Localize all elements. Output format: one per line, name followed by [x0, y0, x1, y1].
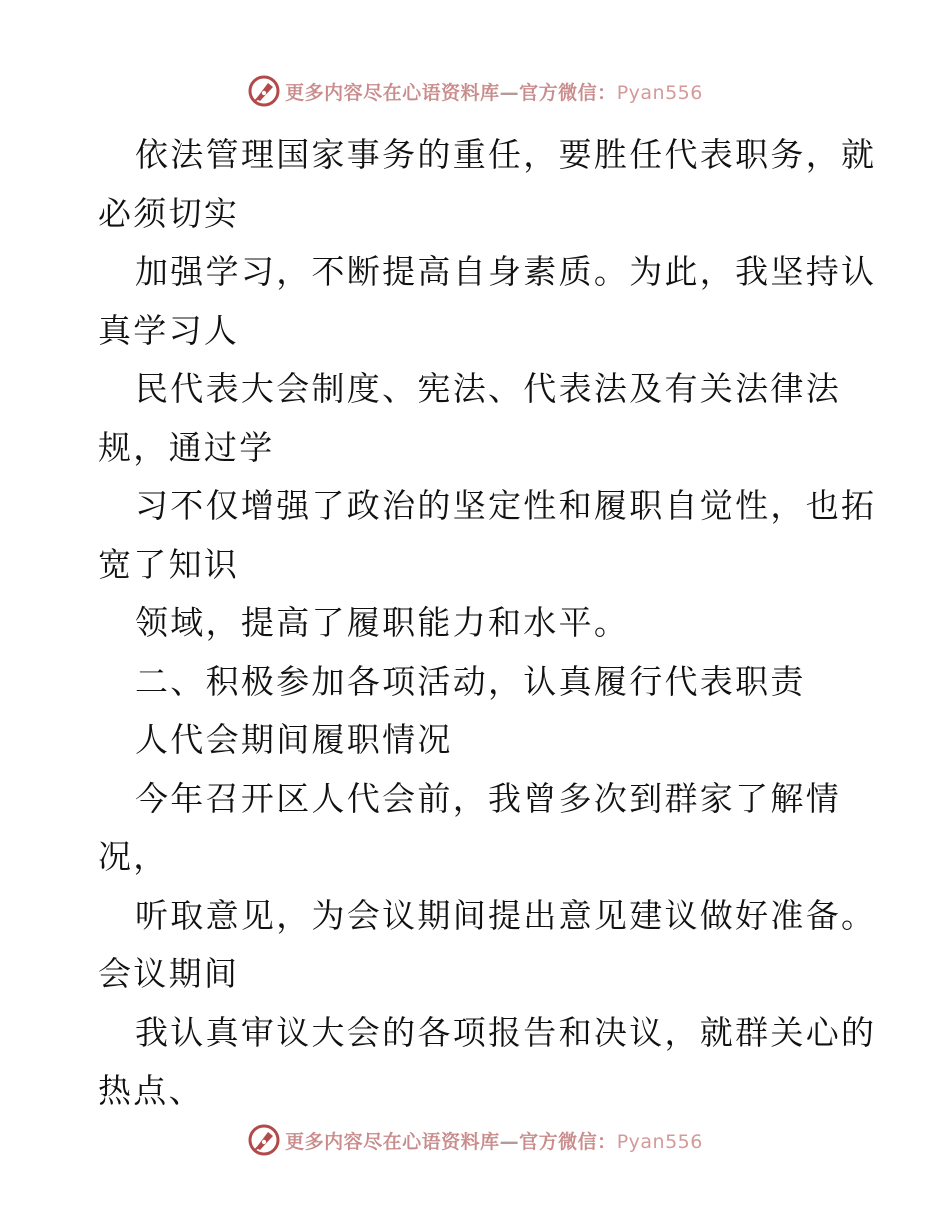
text-line: 二、积极参加各项活动，认真履行代表职责 [135, 661, 806, 701]
banner-handle: Pyan556 [616, 1130, 703, 1153]
banner-separator: — [499, 81, 520, 104]
text-line: 宽了知识 [98, 544, 240, 584]
document-body [98, 126, 877, 1121]
text-line: 必须切实 [98, 193, 240, 233]
text-line: 规，通过学 [98, 427, 275, 467]
text-line: 习不仅增强了政治的坚定性和履职自觉性，也拓 [135, 486, 877, 525]
header-watermark-banner [0, 71, 950, 111]
banner-main-text: 更多内容尽在心语资料库 [285, 81, 500, 104]
text-line: 民代表大会制度、宪法、代表法及有关法律法 [135, 369, 841, 408]
banner-handle: Pyan556 [616, 81, 703, 104]
text-line: 会议期间 [98, 954, 240, 993]
text-line: 人代会期间履职情况 [135, 720, 453, 759]
text-line: 况， [98, 837, 169, 876]
banner-text [285, 1127, 703, 1154]
text-line: 依法管理国家事务的重任，要胜任代表职务，就 [135, 135, 877, 174]
text-line: 我认真审议大会的各项报告和决议，就群关心的 [135, 1012, 877, 1052]
banner-separator: — [499, 1130, 520, 1153]
footer-watermark-banner [0, 1120, 950, 1160]
text-line: 今年召开区人代会前，我曾多次到群家了解情 [135, 778, 841, 818]
text-line: 加强学习，不断提高自身素质。为此，我坚持认 [135, 252, 877, 291]
text-line: 热点、 [98, 1071, 204, 1110]
text-line: 领域，提高了履职能力和水平。 [135, 603, 630, 642]
pen-nib-logo-icon [247, 74, 281, 108]
pen-nib-logo-icon [247, 1123, 281, 1157]
banner-main-text: 更多内容尽在心语资料库 [285, 1130, 500, 1153]
banner-text [285, 78, 703, 105]
banner-label: 官方微信： [519, 1130, 617, 1153]
banner-label: 官方微信： [519, 81, 617, 104]
text-line: 真学习人 [98, 310, 240, 350]
text-line: 听取意见，为会议期间提出意见建议做好准备。 [135, 895, 877, 935]
